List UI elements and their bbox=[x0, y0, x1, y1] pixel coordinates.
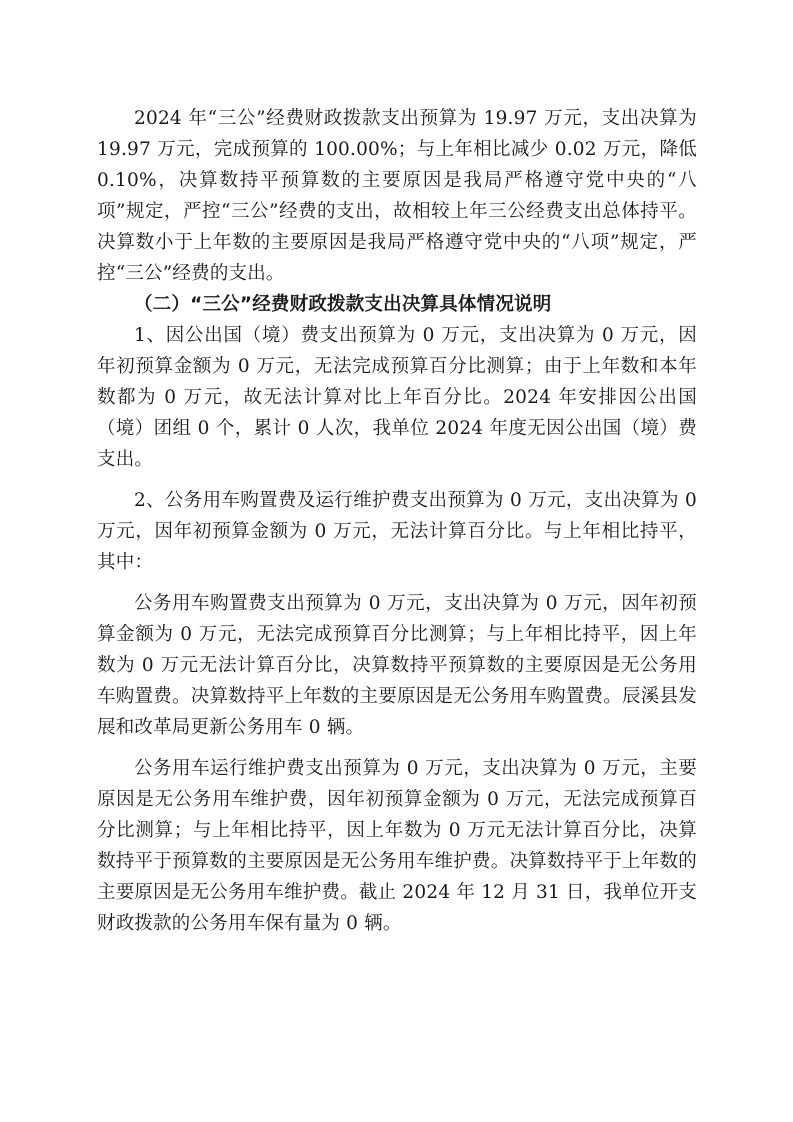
paragraph-vehicle-maintenance-expenses: 公务用车运行维护费支出预算为 0 万元，支出决算为 0 万元，主要原因是无公务用车维护费，因年初预算金额为 0 万元，无法完成预算百分比测算；与上年相比持平，因上年数为 0 万元无法计算百分比，决算数持平于预算数的主要原因是无公务用车维护费。决算数持平于上年数的主要原因是无公务用车维护费。截止 2024 年 12 月 31 日，我单位开支财政拨款的公务用车保有量为 0 辆。 bbox=[97, 758, 697, 934]
document-body bbox=[97, 103, 697, 939]
section-heading-three-public-details: （二）“三公”经费财政拨款支出决算具体情况说明 bbox=[134, 294, 552, 315]
paragraph-overseas-travel-expenses: 1、因公出国（境）费支出预算为 0 万元，支出决算为 0 万元，因年初预算金额为 0 万元，无法完成预算百分比测算；由于上年数和本年数都为 0 万元，故无法计算对比上年百分比。2024 年安排因公出国（境）团组 0 个，累计 0 人次，我单位 2024 年度无因公出国（境）费支出。 bbox=[97, 325, 697, 470]
paragraph-vehicle-purchase-expenses: 公务用车购置费支出预算为 0 万元，支出决算为 0 万元，因年初预算金额为 0 万元，无法完成预算百分比测算；与上年相比持平，因上年数为 0 万元无法计算百分比，决算数持平预算数的主要原因是无公务用车购置费。决算数持平上年数的主要原因是无公务用车购置费。辰溪县发展和改革局更新公务用车 0 辆。 bbox=[97, 593, 697, 738]
paragraph-three-public-expenses-summary: 2024 年“三公”经费财政拨款支出预算为 19.97 万元，支出决算为 19.97 万元，完成预算的 100.00%；与上年相比减少 0.02 万元，降低 0.10%，决算数持平预算数的主要原因是我局严格遵守党中央的“八项”规定，严控“三公”经费的支出，故相较上年三公经费支出总体持平。决算数小于上年数的主要原因是我局严格遵守党中央的“八项”规定，严控“三公”经费的支出。 bbox=[97, 108, 697, 284]
paragraph-official-vehicle-expenses: 2、公务用车购置费及运行维护费支出预算为 0 万元，支出决算为 0 万元，因年初预算金额为 0 万元，无法计算百分比。与上年相比持平，其中： bbox=[97, 490, 697, 573]
